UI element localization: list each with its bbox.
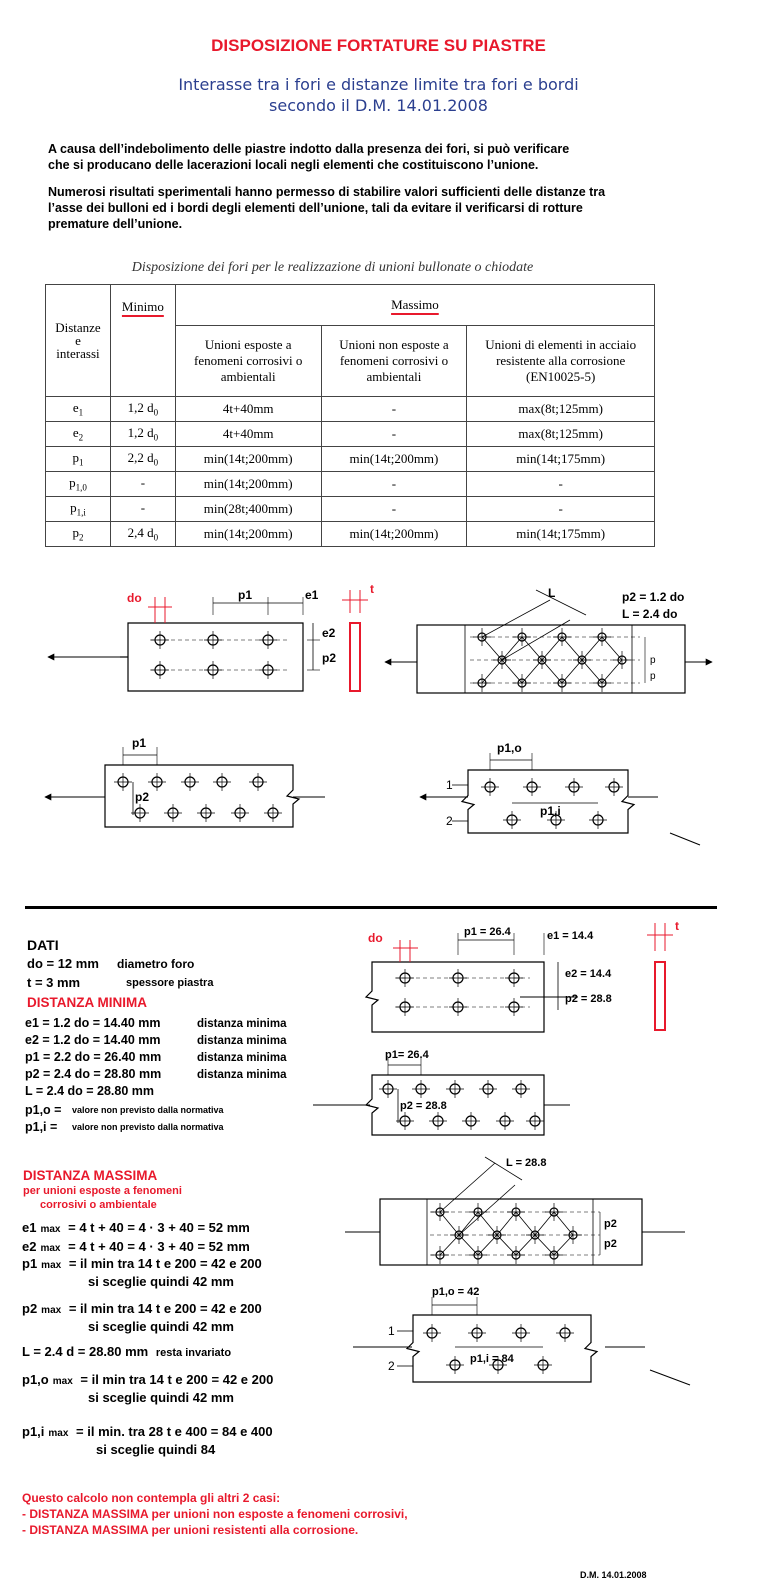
page-subtitle — [0, 74, 757, 116]
cell-text: 0 — [153, 457, 159, 468]
cell-text: p — [72, 525, 79, 541]
header-text: (EN10025-5) — [526, 369, 596, 384]
cell-text: p — [72, 450, 79, 466]
massima-sub-2: corrosivi o ambientale — [40, 1199, 157, 1211]
max-sub: max — [41, 1305, 62, 1316]
e2-label: e2 — [322, 626, 336, 640]
minima-desc: distanza minima — [197, 1035, 287, 1047]
minima-p1i: p1,i = — [25, 1120, 58, 1134]
cell-text: min(14t;175mm) — [516, 451, 606, 466]
cell-text: p — [70, 500, 77, 516]
cell-symbol — [46, 447, 111, 472]
cell-text: 1 — [78, 407, 84, 418]
dati-do-desc: diametro foro — [117, 957, 195, 971]
intro-paragraph-1 — [48, 141, 688, 173]
minima-desc: distanza minima — [197, 1018, 287, 1030]
cell-text: 0 — [153, 407, 159, 418]
sym: p2 — [22, 1301, 38, 1316]
e1-label: e1 — [305, 588, 319, 602]
section-divider — [25, 906, 717, 909]
dati-do: do = 12 mm — [27, 956, 99, 971]
cell-text: p — [69, 475, 76, 491]
max-sub: max — [48, 1428, 69, 1439]
cell-text: 4t+40mm — [222, 401, 274, 416]
footer-reference: D.M. 14.01.2008 — [580, 1570, 647, 1580]
max-p1i-choice: si sceglie quindi 84 — [96, 1442, 216, 1457]
table-row — [46, 422, 655, 447]
p1o-label: p1,o — [497, 741, 522, 755]
cell-text: 2 — [78, 432, 84, 443]
do-label: do — [127, 591, 142, 605]
header-text: interassi — [56, 346, 100, 361]
cell-text: - — [558, 501, 563, 516]
cell-minimo — [110, 397, 175, 422]
header-text: Minimo — [121, 299, 164, 314]
cell-text: - — [391, 426, 397, 441]
expr: = il min. tra 28 t e 400 = 84 e 400 — [76, 1424, 273, 1439]
p2-eq-label: p2 = 1.2 do — [622, 590, 685, 604]
cell-text: 1 — [78, 457, 84, 468]
header-massimo — [175, 285, 654, 326]
cell-resistente — [467, 522, 655, 547]
cell-esposte — [175, 447, 321, 472]
p1-label: p1= 26.4 — [385, 1049, 429, 1061]
p2-label: p — [650, 655, 656, 666]
cell-text: 0 — [153, 432, 159, 443]
cell-non-esposte — [321, 422, 467, 447]
table-row — [46, 397, 655, 422]
table-caption: Disposizione dei fori per le realizzazione di unioni bullonate o chiodate — [131, 260, 534, 275]
header-text: Unioni esposte a — [204, 337, 292, 352]
cell-text: min(28t;400mm) — [203, 501, 293, 516]
cell-esposte — [175, 422, 321, 447]
header-text: fenomeni corrosivi o — [339, 353, 449, 368]
intro-line: che si producano delle lacerazioni locali negli elementi che costituiscono l’unione. — [48, 158, 539, 172]
cell-text: min(14t;175mm) — [516, 526, 606, 541]
intro-paragraph-2 — [48, 184, 688, 232]
cell-text: max(8t;125mm) — [518, 426, 603, 441]
cell-text: 0 — [153, 532, 159, 543]
header-text: e — [75, 333, 81, 348]
cell-text: 1,2 d — [127, 425, 154, 441]
minima-line — [25, 1031, 286, 1049]
p2-label: p — [650, 671, 656, 682]
expr: = il min tra 14 t e 200 = 42 e 200 — [68, 1301, 262, 1316]
cell-text: min(14t;200mm) — [349, 526, 439, 541]
cell-text: - — [140, 500, 146, 516]
cell-minimo — [110, 472, 175, 497]
cell-text: min(14t;200mm) — [203, 476, 293, 491]
page-title: DISPOSIZIONE FORTATURE SU PIASTRE — [211, 36, 546, 55]
L-label: L = 28.8 — [506, 1157, 547, 1169]
cell-text: 4t+40mm — [222, 426, 274, 441]
cell-text: 2,2 d — [127, 450, 154, 466]
expr: = 4 t + 40 = 4 · 3 + 40 = 52 mm — [68, 1220, 250, 1235]
cell-text: min(14t;200mm) — [203, 451, 293, 466]
cell-text: min(14t;200mm) — [349, 451, 439, 466]
cell-minimo — [110, 497, 175, 522]
row-number: 1 — [388, 1324, 395, 1338]
p2-label: p2 — [604, 1238, 617, 1250]
row-number: 2 — [388, 1359, 395, 1373]
intro-line: A causa dell’indebolimento delle piastre indotto dalla presenza dei fori, si può verificare — [48, 142, 570, 156]
footer-line-3: - DISTANZA MASSIMA per unioni resistenti alla corrosione. — [22, 1523, 359, 1537]
minima-line — [25, 1082, 197, 1100]
max-L — [22, 1344, 231, 1359]
cell-resistente — [467, 497, 655, 522]
plate — [407, 1315, 597, 1382]
expr: L = 2.4 d = 28.80 mm — [22, 1344, 149, 1359]
cell-text: - — [391, 401, 397, 416]
cell-non-esposte — [321, 472, 467, 497]
cell-esposte — [175, 397, 321, 422]
max-p2 — [22, 1301, 262, 1316]
max-sub: max — [40, 1224, 61, 1235]
force-line — [650, 1370, 690, 1385]
dati-title: DATI — [27, 937, 59, 953]
e1-label: e1 = 14.4 — [547, 930, 594, 942]
cell-text: 2 — [78, 532, 84, 543]
minima-eq: p1 = 2.2 do = 26.40 mm — [25, 1050, 162, 1064]
header-text: Massimo — [391, 297, 439, 312]
max-sub: max — [41, 1260, 62, 1271]
L-label: L — [548, 586, 556, 600]
plate-section — [350, 623, 360, 691]
dati-t-desc: spessore piastra — [126, 977, 214, 989]
header-sub-3 — [467, 326, 655, 397]
cell-minimo — [110, 447, 175, 472]
max-p1-choice: si sceglie quindi 42 mm — [88, 1274, 234, 1289]
table-row — [46, 522, 655, 547]
cell-text: 1,2 d — [127, 400, 154, 416]
p2-label: p2 = 28.8 — [565, 993, 612, 1005]
cell-resistente — [467, 422, 655, 447]
table-row — [46, 472, 655, 497]
sym: p1 — [22, 1256, 38, 1271]
plate — [128, 623, 303, 691]
max-e1 — [22, 1220, 250, 1235]
sym: p1,i — [22, 1424, 45, 1439]
cell-non-esposte — [321, 522, 467, 547]
intro-line: premature dell’unione. — [48, 217, 183, 231]
subtitle-line-1: Interasse tra i fori e distanze limite tra fori e bordi — [178, 75, 579, 94]
plate — [462, 770, 634, 833]
subtitle-line-2: secondo il D.M. 14.01.2008 — [269, 96, 488, 115]
max-e2 — [22, 1239, 250, 1254]
cell-symbol — [46, 397, 111, 422]
cell-esposte — [175, 472, 321, 497]
header-text: fenomeni corrosivi o — [194, 353, 303, 368]
cell-minimo — [110, 422, 175, 447]
max-sub: max — [40, 1243, 61, 1254]
L-eq-label: L = 2.4 do — [622, 607, 678, 621]
minima-p1i-desc: valore non previsto dalla normativa — [72, 1122, 224, 1132]
p2-label: p2 = 28.8 — [400, 1100, 447, 1112]
hole-layout-diagrams — [0, 575, 757, 860]
zigzag — [440, 1235, 573, 1255]
t-label: t — [370, 582, 374, 596]
cell-esposte — [175, 497, 321, 522]
cell-text: - — [558, 476, 563, 491]
header-text: resistente alla corrosione — [496, 353, 626, 368]
L-dim — [482, 600, 550, 637]
L-dim — [536, 590, 586, 615]
force-line — [670, 833, 700, 845]
row-number: 1 — [446, 778, 453, 792]
cell-text: e — [72, 425, 79, 441]
minima-line — [25, 1014, 286, 1032]
cell-text: 1,i — [76, 507, 86, 518]
footer-line-1: Questo calcolo non contempla gli altri 2 casi: — [22, 1491, 281, 1505]
p1i-label: p1,i — [540, 804, 561, 818]
minima-eq: e2 = 1.2 do = 14.40 mm — [25, 1033, 161, 1047]
max-p1 — [22, 1256, 262, 1271]
cell-non-esposte — [321, 447, 467, 472]
minima-p1o-desc: valore non previsto dalla normativa — [72, 1105, 224, 1115]
p1i-label: p1,i = 84 — [470, 1353, 514, 1365]
max-p1o-choice: si sceglie quindi 42 mm — [88, 1390, 234, 1405]
expr: = 4 t + 40 = 4 · 3 + 40 = 52 mm — [68, 1239, 250, 1254]
p1-label: p1 — [238, 588, 253, 602]
L-dim — [459, 1185, 515, 1235]
header-text: ambientali — [366, 369, 422, 384]
minima-eq: e1 = 1.2 do = 14.40 mm — [25, 1016, 161, 1030]
t-label: t — [675, 919, 679, 933]
cell-resistente — [467, 397, 655, 422]
hole-layout-diagrams-numeric — [0, 915, 757, 1415]
cell-text: 1,0 — [75, 482, 87, 493]
max-sub: max — [52, 1376, 73, 1387]
L-dim — [440, 1163, 495, 1212]
cell-esposte — [175, 522, 321, 547]
sym: e2 — [22, 1239, 37, 1254]
footer-line-2: - DISTANZA MASSIMA per unioni non esposte a fenomeni corrosivi, — [22, 1507, 408, 1521]
header-text: Unioni non esposte a — [339, 337, 449, 352]
cell-text: - — [140, 475, 146, 491]
dati-t: t = 3 mm — [27, 975, 81, 990]
header-distanze — [46, 285, 111, 397]
minima-line — [25, 1065, 286, 1083]
p1-label: p1 = 26.4 — [464, 926, 511, 938]
max-p2-choice: si sceglie quindi 42 mm — [88, 1319, 234, 1334]
header-sub-1 — [175, 326, 321, 397]
minima-line — [25, 1048, 286, 1066]
table-row — [46, 497, 655, 522]
header-minimo — [110, 285, 175, 397]
do-label: do — [368, 931, 383, 945]
cell-text: e — [72, 400, 79, 416]
cell-symbol — [46, 422, 111, 447]
p1-label: p1 — [132, 736, 147, 750]
massima-sub-1: per unioni esposte a fenomeni — [23, 1185, 182, 1197]
minima-eq: L = 2.4 do = 28.80 mm — [25, 1084, 155, 1098]
cell-text: - — [391, 501, 397, 516]
distance-table — [45, 284, 655, 547]
sym: e1 — [22, 1220, 37, 1235]
cell-symbol — [46, 472, 111, 497]
minima-desc: distanza minima — [197, 1052, 287, 1064]
cell-resistente — [467, 472, 655, 497]
header-text: Unioni di elementi in acciaio — [485, 337, 637, 352]
cell-non-esposte — [321, 397, 467, 422]
note: resta invariato — [155, 1347, 232, 1359]
massima-title: DISTANZA MASSIMA — [23, 1168, 158, 1183]
expr: = il min tra 14 t e 200 = 42 e 200 — [68, 1256, 262, 1271]
max-p1i — [22, 1424, 273, 1439]
p1o-label: p1,o = 42 — [432, 1286, 480, 1298]
cell-text: max(8t;125mm) — [518, 401, 603, 416]
minima-p1o: p1,o = — [25, 1103, 62, 1117]
plate-section — [655, 962, 665, 1030]
cell-symbol — [46, 497, 111, 522]
row-number: 2 — [446, 814, 453, 828]
minima-desc: distanza minima — [197, 1069, 287, 1081]
minima-eq: p2 = 2.4 do = 28.80 mm — [25, 1067, 162, 1081]
cell-resistente — [467, 447, 655, 472]
p2-label: p2 — [135, 790, 150, 804]
cell-text: 2,4 d — [127, 525, 154, 541]
header-text: ambientali — [220, 369, 276, 384]
header-sub-2 — [321, 326, 467, 397]
e2-label: e2 = 14.4 — [565, 968, 612, 980]
cell-minimo — [110, 522, 175, 547]
table-row — [46, 447, 655, 472]
cell-text: - — [391, 476, 397, 491]
max-p1o — [22, 1372, 273, 1387]
expr: = il min tra 14 t e 200 = 42 e 200 — [80, 1372, 274, 1387]
cell-text: min(14t;200mm) — [203, 526, 293, 541]
intro-line: l’asse dei bulloni ed i bordi degli elementi dell’unione, tali da evitare il verificarsi di rotture — [48, 201, 583, 215]
minima-title: DISTANZA MINIMA — [27, 995, 147, 1010]
plate — [366, 962, 544, 1032]
p2-label: p2 — [322, 651, 337, 665]
intro-line: Numerosi risultati sperimentali hanno permesso di stabilire valori sufficienti delle distanze tra — [48, 185, 606, 199]
p2-label: p2 — [604, 1218, 617, 1230]
cell-non-esposte — [321, 497, 467, 522]
cell-symbol — [46, 522, 111, 547]
header-text: Distanze — [55, 320, 101, 335]
sym: p1,o — [22, 1372, 49, 1387]
